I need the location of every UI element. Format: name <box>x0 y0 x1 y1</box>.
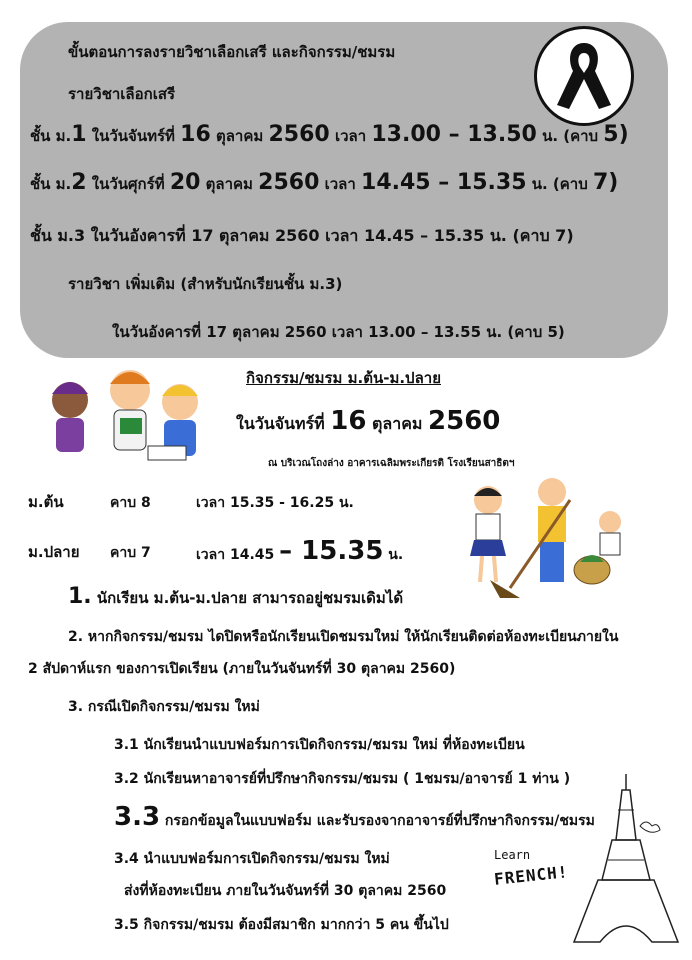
rule-3-5: 3.5 กิจกรรม/ชมรม ต้องมีสมาชิก มากกว่า 5 คน ขึ้นไป <box>114 917 449 933</box>
schedule-m2: ชั้น ม.2 ในวันศุกร์ที่ 20 ตุลาคม 2560 เวลา 14.45 – 15.35 น. (คาบ 7) <box>30 170 619 195</box>
extra-course-title: รายวิชา เพิ่มเติม (สำหรับนักเรียนชั้น ม.3) <box>68 275 343 293</box>
lower-level-label: ม.ต้น <box>28 493 64 511</box>
panel-subtitle: รายวิชาเลือกเสรี <box>68 85 176 103</box>
rule-3-1: 3.1 นักเรียนนำแบบฟอร์มการเปิดกิจกรรม/ชมรม ใหม่ ที่ห้องทะเบียน <box>114 737 525 753</box>
clubs-heading: กิจกรรม/ชมรม ม.ต้น-ม.ปลาย <box>246 369 441 387</box>
clubs-date: ในวันจันทร์ที่ 16 ตุลาคม 2560 <box>236 406 501 436</box>
lower-level-time: เวลา 15.35 - 16.25 น. <box>196 495 354 511</box>
panel-title: ขั้นตอนการลงรายวิชาเลือกเสรี และกิจกรรม/ชมรม <box>68 43 396 61</box>
upper-level-time: เวลา 14.45 – 15.35 น. <box>196 536 404 566</box>
extra-course-time: ในวันอังคารที่ 17 ตุลาคม 2560 เวลา 13.00 – 13.55 น. (คาบ 5) <box>112 323 565 341</box>
schedule-m3: ชั้น ม.3 ในวันอังคารที่ 17 ตุลาคม 2560 เวลา 14.45 – 15.35 น. (คาบ 7) <box>30 226 574 245</box>
rule-3-4-continued: ส่งที่ห้องทะเบียน ภายในวันจันทร์ที่ 30 ตุลาคม 2560 <box>124 883 447 899</box>
clubs-location: ณ บริเวณโถงล่าง อาคารเฉลิมพระเกียรติ โรงเรียนสาธิตฯ <box>268 458 515 469</box>
rule-2: 2. หากกิจกรรม/ชมรม ไดปิดหรือนักเรียนเปิดชมรมใหม่ ให้นักเรียนติดต่อห้องทะเบียนภายใน <box>68 629 619 645</box>
lower-level-period: คาบ 8 <box>110 495 151 511</box>
rule-2-continued: 2 สัปดาห์แรก ของการเปิดเรียน (ภายในวันจันทร์ที่ 30 ตุลาคม 2560) <box>28 661 456 677</box>
french-text: FRENCH! <box>493 862 570 889</box>
rule-3-2: 3.2 นักเรียนหาอาจารย์ที่ปรึกษากิจกรรม/ชมรม ( 1ชมรม/อาจารย์ 1 ท่าน ) <box>114 771 571 787</box>
rule-3-3: 3.3 กรอกข้อมูลในแบบฟอร์ม และรับรองจากอาจารย์ที่ปรึกษากิจกรรม/ชมรม <box>114 802 595 832</box>
learn-text: Learn <box>494 848 531 862</box>
kids-reading-illustration <box>30 360 200 480</box>
rule-3: 3. กรณีเปิดกิจกรรม/ชมรม ใหม่ <box>68 699 260 715</box>
rule-1: 1. นักเรียน ม.ต้น-ม.ปลาย สามารถอยู่ชมรมเดิมได้ <box>68 584 404 609</box>
family-sweeping-illustration <box>440 470 640 600</box>
eiffel-tower-illustration <box>566 770 686 950</box>
rule-3-4: 3.4 นำแบบฟอร์มการเปิดกิจกรรม/ชมรม ใหม่ <box>114 851 390 867</box>
schedule-m1: ชั้น ม.1 ในวันจันทร์ที่ 16 ตุลาคม 2560 เวลา 13.00 – 13.50 น. (คาบ 5) <box>30 122 629 147</box>
upper-level-label: ม.ปลาย <box>28 543 80 561</box>
mourning-ribbon-icon <box>534 26 634 126</box>
upper-level-period: คาบ 7 <box>110 545 151 561</box>
